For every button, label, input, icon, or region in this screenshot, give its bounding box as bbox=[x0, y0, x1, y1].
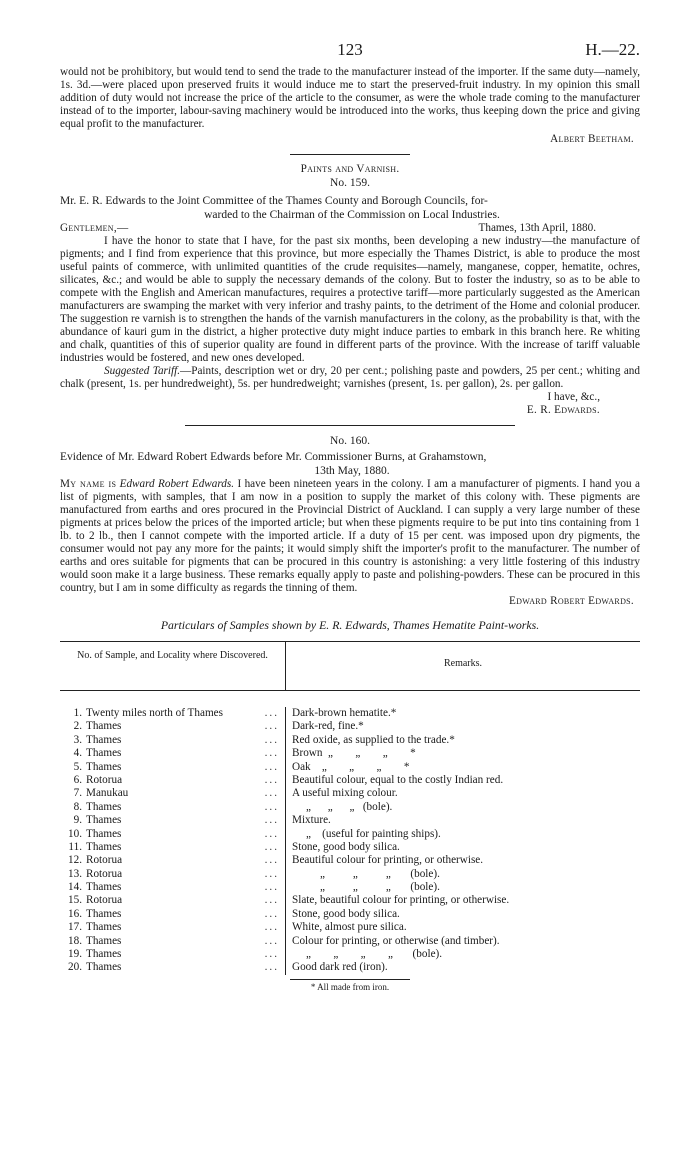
sample-number: 20. bbox=[68, 961, 82, 974]
sample-locality: Thames bbox=[86, 827, 122, 840]
section-divider-2 bbox=[185, 425, 515, 426]
sample-number: 14. bbox=[68, 881, 82, 894]
sample-number: 4. bbox=[73, 747, 82, 760]
table-row-locality bbox=[60, 961, 285, 974]
sample-number: 6. bbox=[73, 773, 82, 786]
table-row-locality bbox=[60, 841, 285, 854]
letter-heading-line2: warded to the Chairman of the Commission on Local Industries. bbox=[204, 209, 500, 221]
footnote-divider bbox=[290, 979, 410, 980]
sample-number: 11. bbox=[68, 840, 82, 853]
leader-dots: ... bbox=[264, 854, 279, 867]
tariff-text: —Paints, description wet or dry, 20 per cent.; polishing paste and powders, 25 per cent.; whiting and chalk (present, 1s. per hundredweight), 5s. per hundredweight; varnishes (present, 1s. per gallon), 2s. per gallon. bbox=[60, 365, 640, 390]
sample-remark: A useful mixing colour. bbox=[292, 787, 398, 800]
sample-number: 7. bbox=[73, 787, 82, 800]
sample-number: 8. bbox=[73, 800, 82, 813]
document-reference: H.—22. bbox=[585, 40, 640, 59]
table-row-locality bbox=[60, 774, 285, 787]
leader-dots: ... bbox=[264, 948, 279, 961]
sample-number: 3. bbox=[73, 733, 82, 746]
table-row-locality bbox=[60, 908, 285, 921]
document-page bbox=[60, 40, 640, 992]
sample-remark: Beautiful colour for printing, or otherwise. bbox=[292, 854, 484, 867]
intro-signature: Albert Beetham. bbox=[550, 133, 634, 145]
leader-dots: ... bbox=[264, 787, 279, 800]
leader-dots: ... bbox=[264, 747, 279, 760]
evidence-signature: Edward Robert Edwards. bbox=[509, 595, 634, 607]
table-title: Particulars of Samples shown by E. R. Edwards, Thames Hematite Paint-works. bbox=[160, 618, 540, 632]
table-row-locality bbox=[60, 747, 285, 760]
section-divider bbox=[290, 154, 410, 155]
sample-locality: Rotorua bbox=[86, 773, 123, 786]
table-row-locality bbox=[60, 801, 285, 814]
sample-locality: Thames bbox=[86, 881, 122, 894]
sample-locality: Thames bbox=[86, 961, 122, 974]
sample-number: 13. bbox=[68, 867, 82, 880]
table-body bbox=[60, 691, 640, 975]
letter-body: I have the honor to state that I have, for the past six months, been developing a new industry—the manufacture of pigments; and I find from experience that this province, but more especially the Thames District, is able to produce the most useful paints of commerce, with unlimited quantities of the crude requisites—namely, manganese, copper, hematite, ochres, silicates, &c.; and would be able to supply the necessary demands of the colony. But to foster the industry, so as to be able to compete with the English and American manufactures, requires a protective tariff—more particularly suggested as the American manufacturers are swamping the market with very inferior and trashy paints, to the detriment of the Home and colonial producer. The suggestion re varnish is to strengthen the hands of the varnish manufacturers in the colony, as the probability is that, with the abundance of kauri gum in the district, a higher protective duty might induce parties to embark in this branch here. Re whiting and chalk, quantities of this of superior quality are found in different parts of the province. With the increase of tariff valuable industries would be fostered, and new ones developed. bbox=[60, 235, 640, 364]
leader-dots: ... bbox=[264, 881, 279, 894]
sample-remark: Slate, beautiful colour for printing, or otherwise. bbox=[292, 894, 510, 907]
sample-locality: Thames bbox=[86, 948, 122, 961]
sample-locality: Rotorua bbox=[86, 854, 123, 867]
leader-dots: ... bbox=[264, 907, 279, 920]
sample-locality: Thames bbox=[86, 921, 122, 934]
letter-number: No. 159. bbox=[330, 177, 370, 189]
leader-dots: ... bbox=[264, 867, 279, 880]
sample-locality: Thames bbox=[86, 720, 122, 733]
sample-number: 16. bbox=[68, 907, 82, 920]
table-header bbox=[60, 642, 640, 691]
letter-heading bbox=[60, 194, 640, 222]
intro-paragraph: would not be prohibitory, but would tend to send the trade to the manufacturer instead of the importer. If the same duty—namely, 1s. 3d.—were placed upon preserved fruits it would induce me to start the preserved-fruit industry. In my opinion this small addition of duty would not increase the price of the article to the consumer, as were the whole trade coming to the manufacturer instead of to the importer, labour-saving machinery would be introduced into the works, thus keeping down the price and giving equal profit to the manufacturer. bbox=[60, 66, 640, 130]
sample-locality: Thames bbox=[86, 800, 122, 813]
sample-locality: Twenty miles north of Thames bbox=[86, 707, 223, 719]
leader-dots: ... bbox=[264, 894, 279, 907]
sample-locality: Thames bbox=[86, 760, 122, 773]
letter-closing: I have, &c., bbox=[547, 391, 600, 403]
table-row-locality bbox=[60, 881, 285, 894]
sample-number: 10. bbox=[68, 827, 82, 840]
sample-locality: Rotorua bbox=[86, 867, 123, 880]
sample-number: 19. bbox=[68, 948, 82, 961]
sample-remark: „ „ „ (bole). bbox=[292, 867, 440, 880]
sample-remark: Stone, good body silica. bbox=[292, 907, 400, 920]
sample-locality: Thames bbox=[86, 934, 122, 947]
evidence-heading bbox=[60, 450, 640, 478]
sample-number: 9. bbox=[73, 814, 82, 827]
sample-number: 15. bbox=[68, 894, 82, 907]
table-row-locality bbox=[60, 921, 285, 934]
evidence-opening: My name is bbox=[60, 478, 117, 490]
sample-remark: „ „ „ (bole). bbox=[292, 881, 440, 894]
table-row-locality bbox=[60, 761, 285, 774]
sample-remark: Beautiful colour, equal to the costly Indian red. bbox=[292, 773, 504, 786]
letter-salutation: Gentlemen,— bbox=[60, 222, 129, 234]
table-row-locality bbox=[60, 787, 285, 800]
leader-dots: ... bbox=[264, 707, 279, 719]
page-number: 123 bbox=[337, 40, 363, 59]
sample-remark: Oak „ „ „ * bbox=[292, 760, 410, 773]
table-row-locality bbox=[60, 814, 285, 827]
sample-locality: Manukau bbox=[86, 787, 129, 800]
sample-locality: Thames bbox=[86, 733, 122, 746]
leader-dots: ... bbox=[264, 814, 279, 827]
sample-remark: Mixture. bbox=[292, 814, 331, 827]
leader-dots: ... bbox=[264, 934, 279, 947]
letter-heading-line1: Mr. E. R. Edwards to the Joint Committee of the Thames County and Borough Councils, for- bbox=[60, 195, 488, 207]
locality-column bbox=[60, 707, 286, 975]
leader-dots: ... bbox=[264, 773, 279, 786]
sample-remark: „ „ „ (bole). bbox=[292, 800, 393, 813]
table-row-locality bbox=[60, 828, 285, 841]
sample-locality: Thames bbox=[86, 814, 122, 827]
sample-remark: Dark-brown hematite.* bbox=[292, 707, 397, 719]
sample-number: 2. bbox=[73, 720, 82, 733]
sample-remark: Good dark red (iron). bbox=[292, 961, 388, 974]
sample-number: 1. bbox=[73, 707, 82, 719]
suggested-tariff bbox=[60, 365, 640, 391]
table-row-locality bbox=[60, 948, 285, 961]
letter-salutation-row bbox=[60, 222, 640, 235]
leader-dots: ... bbox=[264, 961, 279, 974]
evidence-number: No. 160. bbox=[330, 435, 370, 447]
sample-locality: Thames bbox=[86, 840, 122, 853]
sample-remark: Stone, good body silica. bbox=[292, 840, 400, 853]
leader-dots: ... bbox=[264, 760, 279, 773]
leader-dots: ... bbox=[264, 840, 279, 853]
evidence-text: I have been nineteen years in the colony. I am a manufacturer of pigments. I hand you a list of pigments, with samples, that I am now in a position to supply the market of this colony with. These pigments are manufactured from earths and ores procured in the Provincial District of Auckland. I can supply a very large number of these pigments at prices below the prices of the imported article; but when these pigments require to be put into tins containing from 1 lb. to 2 lb., then I cannot compete with the imported article. If a duty of 15 per cent. was imposed upon dry pigments, the consumer would not pay any more for the paints; it would simply shift the importer's profit to the manufacturer. The number of earths and ores suitable for pigments that can be procured in this country is astonishing: a very little fostering of this industry would soon make it a large business. These remarks equally apply to paste and polishing-powders. These can be procured in this country, but I am in some difficulty as regards the tinning of them. bbox=[60, 478, 640, 594]
tariff-label: Suggested Tariff. bbox=[104, 365, 181, 377]
sample-number: 18. bbox=[68, 934, 82, 947]
sample-number: 12. bbox=[68, 854, 82, 867]
leader-dots: ... bbox=[264, 800, 279, 813]
table-row-locality bbox=[60, 707, 285, 720]
sample-remark: „ „ „ „ (bole). bbox=[292, 948, 443, 961]
sample-remark: Brown „ „ „ * bbox=[292, 747, 416, 760]
table-footnote: * All made from iron. bbox=[310, 981, 390, 992]
table-row-locality bbox=[60, 720, 285, 733]
sample-remark: „ (useful for painting ships). bbox=[292, 827, 441, 840]
leader-dots: ... bbox=[264, 921, 279, 934]
sample-remark: Red oxide, as supplied to the trade.* bbox=[292, 733, 455, 746]
table-row-locality bbox=[60, 868, 285, 881]
sample-locality: Thames bbox=[86, 907, 122, 920]
sample-locality: Rotorua bbox=[86, 894, 123, 907]
section-title: Paints and Varnish. bbox=[300, 163, 400, 175]
evidence-name: Edward Robert Edwards. bbox=[119, 478, 235, 490]
table-row-locality bbox=[60, 935, 285, 948]
leader-dots: ... bbox=[264, 733, 279, 746]
leader-dots: ... bbox=[264, 720, 279, 733]
page-header bbox=[60, 40, 640, 66]
table-row-locality bbox=[60, 854, 285, 867]
sample-remark: White, almost pure silica. bbox=[292, 921, 407, 934]
sample-locality: Thames bbox=[86, 747, 122, 760]
sample-number: 5. bbox=[73, 760, 82, 773]
letter-signature: E. R. Edwards. bbox=[526, 404, 600, 416]
table-row-locality bbox=[60, 734, 285, 747]
leader-dots: ... bbox=[264, 827, 279, 840]
letter-date: Thames, 13th April, 1880. bbox=[478, 222, 596, 234]
evidence-heading-line1: Evidence of Mr. Edward Robert Edwards before Mr. Commissioner Burns, at Grahamstown, bbox=[60, 451, 487, 463]
column-header-remarks: Remarks. bbox=[443, 658, 483, 669]
table-row-locality bbox=[60, 894, 285, 907]
sample-number: 17. bbox=[68, 921, 82, 934]
samples-table bbox=[60, 641, 640, 975]
evidence-heading-line2: 13th May, 1880. bbox=[314, 465, 390, 477]
sample-remark: Dark-red, fine.* bbox=[292, 720, 364, 733]
column-header-locality: No. of Sample, and Locality where Discovered. bbox=[60, 642, 286, 690]
sample-remark: Colour for printing, or otherwise (and timber). bbox=[292, 934, 500, 947]
evidence-body bbox=[60, 478, 640, 595]
remarks-column bbox=[286, 707, 640, 975]
